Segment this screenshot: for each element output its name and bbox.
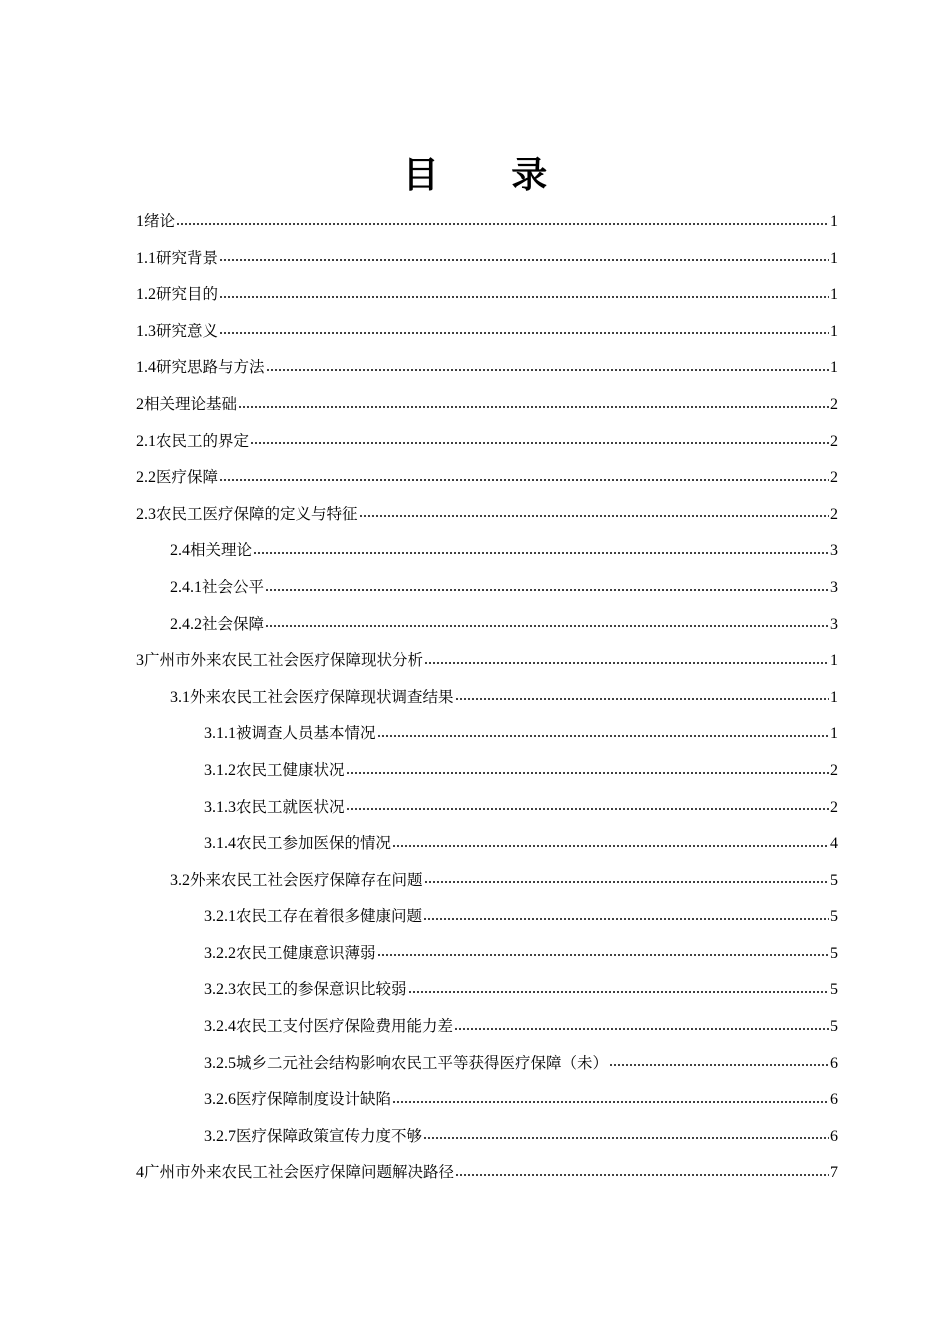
toc-entry[interactable]	[136, 1118, 838, 1155]
toc-entry-number: 2.4.1	[170, 578, 202, 596]
toc-entry[interactable]	[136, 679, 838, 716]
toc-entry-title: 被调查人员基本情况	[236, 724, 376, 743]
toc-entry-title: 农民工健康意识薄弱	[236, 943, 376, 962]
toc-entry-number: 3.1.4	[204, 835, 236, 853]
toc-entry-page: 2	[830, 798, 838, 816]
toc-entry-number: 3.2.1	[204, 908, 236, 926]
toc-entry-number: 2.1	[136, 432, 156, 450]
toc-entry-number: 1.3	[136, 322, 156, 340]
toc-dot-leader	[392, 845, 829, 847]
toc-entry-page: 5	[830, 944, 838, 962]
toc-entry-number: 2.4.2	[170, 615, 202, 633]
toc-entry-title: 研究意义	[156, 321, 219, 340]
toc-entry-number: 3.2.5	[204, 1054, 236, 1072]
toc-entry-page: 6	[830, 1127, 838, 1145]
toc-entry[interactable]	[136, 935, 838, 972]
toc-entry-title: 医疗保障	[156, 468, 219, 487]
toc-entry-number: 2.3	[136, 505, 156, 523]
toc-entry[interactable]	[136, 862, 838, 899]
toc-entry[interactable]	[136, 752, 838, 789]
toc-entry-title: 农民工健康状况	[236, 760, 345, 779]
toc-entry[interactable]	[136, 459, 838, 496]
toc-dot-leader	[266, 369, 829, 371]
toc-entry-title: 农民工存在着很多健康问题	[236, 907, 423, 926]
toc-entry-number: 2.4	[170, 542, 190, 560]
toc-entry-page: 1	[830, 249, 838, 267]
toc-entry-page: 1	[830, 213, 838, 230]
toc-dot-leader	[238, 406, 829, 408]
toc-entry-number: 3.1.1	[204, 725, 236, 743]
toc-entry-page: 6	[830, 1054, 838, 1072]
toc-entry-title: 相关理论	[190, 541, 253, 560]
toc-entry-title: 农民工的界定	[156, 431, 250, 450]
toc-entry-page: 5	[830, 908, 838, 926]
toc-entry[interactable]	[136, 349, 838, 386]
toc-entry-page: 1	[830, 322, 838, 340]
toc-dot-leader	[377, 954, 829, 956]
toc-entry-title: 医疗保障政策宣传力度不够	[236, 1126, 423, 1145]
toc-entry[interactable]	[136, 898, 838, 935]
toc-entry-page: 4	[830, 835, 838, 853]
toc-dot-leader	[359, 515, 829, 517]
toc-entry-title: 农民工的参保意识比较弱	[236, 980, 407, 999]
toc-entry-page: 2	[830, 432, 838, 450]
toc-entry-number: 3.1.2	[204, 761, 236, 779]
toc-dot-leader	[424, 881, 829, 883]
table-of-contents	[136, 203, 838, 1191]
toc-entry-title: 社会公平	[202, 577, 265, 596]
toc-entry-page: 1	[830, 359, 838, 377]
toc-entry[interactable]	[136, 203, 838, 240]
toc-entry-number: 3.2.7	[204, 1127, 236, 1145]
toc-entry[interactable]	[136, 825, 838, 862]
toc-entry[interactable]	[136, 423, 838, 460]
toc-dot-leader	[265, 589, 829, 591]
page-title: 目 录	[402, 155, 578, 196]
toc-entry-title: 广州市外来农民工社会医疗保障问题解决路径	[144, 1163, 455, 1182]
toc-dot-leader	[219, 296, 829, 298]
toc-entry-page: 1	[830, 652, 838, 670]
toc-entry[interactable]	[136, 276, 838, 313]
toc-entry-page: 2	[830, 761, 838, 779]
toc-entry-number: 3.1.3	[204, 798, 236, 816]
toc-dot-leader	[377, 735, 829, 737]
toc-entry-page: 6	[830, 1091, 838, 1109]
toc-dot-leader	[455, 1174, 829, 1176]
toc-entry-page: 1	[830, 725, 838, 743]
toc-entry-title: 研究背景	[156, 248, 219, 267]
toc-dot-leader	[219, 479, 829, 481]
toc-dot-leader	[423, 918, 829, 920]
toc-dot-leader	[250, 442, 829, 444]
toc-entry-page: 1	[830, 688, 838, 706]
toc-entry-title: 城乡二元社会结构影响农民工平等获得医疗保障（未）	[236, 1053, 609, 1072]
toc-dot-leader	[423, 1137, 829, 1139]
toc-dot-leader	[219, 332, 829, 334]
toc-entry-page: 2	[830, 505, 838, 523]
toc-entry[interactable]	[136, 715, 838, 752]
toc-entry[interactable]	[136, 569, 838, 606]
toc-entry-title: 绪论	[144, 212, 176, 230]
toc-entry[interactable]	[136, 1008, 838, 1045]
toc-dot-leader	[346, 808, 829, 810]
toc-entry-number: 1.1	[136, 249, 156, 267]
toc-entry-number: 4	[136, 1164, 144, 1182]
toc-entry-number: 3.2.2	[204, 944, 236, 962]
toc-entry[interactable]	[136, 642, 838, 679]
toc-entry-number: 3.2.3	[204, 981, 236, 999]
toc-entry-title: 外来农民工社会医疗保障现状调查结果	[190, 687, 454, 706]
toc-entry-number: 1	[136, 213, 144, 230]
toc-entry-page: 3	[830, 578, 838, 596]
toc-entry[interactable]	[136, 971, 838, 1008]
toc-entry-number: 3.2.4	[204, 1018, 236, 1036]
toc-dot-leader	[265, 625, 829, 627]
toc-entry[interactable]	[136, 789, 838, 826]
toc-entry[interactable]	[136, 496, 838, 533]
toc-entry[interactable]	[136, 240, 838, 277]
toc-entry-number: 1.2	[136, 286, 156, 304]
toc-entry-page: 2	[830, 395, 838, 413]
toc-entry-title: 农民工参加医保的情况	[236, 834, 392, 853]
toc-entry-title: 社会保障	[202, 614, 265, 633]
toc-entry-title: 研究目的	[156, 285, 219, 304]
toc-entry-number: 2.2	[136, 469, 156, 487]
toc-entry-page: 5	[830, 1018, 838, 1036]
toc-dot-leader	[408, 991, 829, 993]
toc-dot-leader	[424, 662, 829, 664]
toc-dot-leader	[176, 223, 829, 225]
toc-entry-page: 3	[830, 542, 838, 560]
toc-entry-number: 1.4	[136, 359, 156, 377]
toc-entry-title: 研究思路与方法	[156, 358, 265, 377]
toc-entry-number: 2	[136, 395, 144, 413]
toc-entry[interactable]	[136, 606, 838, 643]
toc-entry-page: 7	[830, 1164, 838, 1182]
toc-entry[interactable]	[136, 313, 838, 350]
toc-entry-title: 外来农民工社会医疗保障存在问题	[190, 870, 423, 889]
toc-entry-number: 3.1	[170, 688, 190, 706]
toc-entry-title: 农民工医疗保障的定义与特征	[156, 504, 358, 523]
toc-dot-leader	[392, 1101, 829, 1103]
toc-entry[interactable]	[136, 1154, 838, 1191]
toc-entry-number: 3	[136, 652, 144, 670]
toc-entry[interactable]	[136, 386, 838, 423]
toc-entry-title: 农民工支付医疗保险费用能力差	[236, 1017, 454, 1036]
toc-entry-page: 3	[830, 615, 838, 633]
toc-dot-leader	[219, 259, 829, 261]
toc-dot-leader	[455, 698, 829, 700]
toc-entry-number: 3.2	[170, 871, 190, 889]
toc-entry-title: 相关理论基础	[144, 394, 238, 413]
toc-dot-leader	[253, 552, 829, 554]
toc-entry-page: 5	[830, 871, 838, 889]
toc-entry-page: 2	[830, 469, 838, 487]
toc-entry-title: 广州市外来农民工社会医疗保障现状分析	[144, 651, 424, 670]
toc-entry-number: 3.2.6	[204, 1091, 236, 1109]
toc-entry-title: 医疗保障制度设计缺陷	[236, 1090, 392, 1109]
toc-entry[interactable]	[136, 1081, 838, 1118]
toc-entry[interactable]	[136, 1045, 838, 1082]
toc-entry[interactable]	[136, 532, 838, 569]
toc-dot-leader	[346, 772, 829, 774]
toc-dot-leader	[454, 1028, 829, 1030]
toc-dot-leader	[609, 1064, 829, 1066]
toc-entry-page: 5	[830, 981, 838, 999]
toc-entry-title: 农民工就医状况	[236, 797, 345, 816]
toc-entry-page: 1	[830, 286, 838, 304]
